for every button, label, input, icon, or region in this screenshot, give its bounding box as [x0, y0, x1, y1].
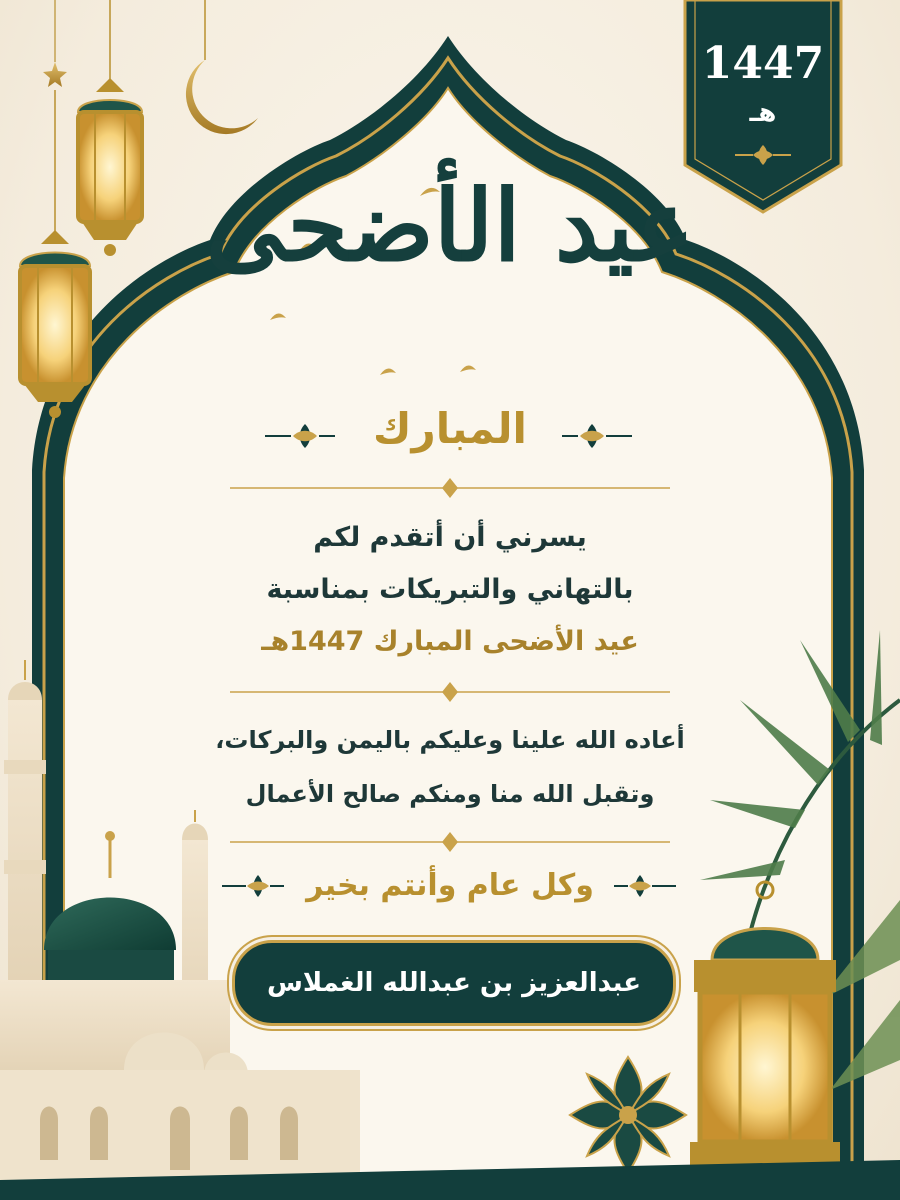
sender-name: عبدالعزيز بن عبدالله الغملاس	[266, 968, 642, 998]
floral-ornament-icon	[570, 1057, 686, 1173]
closing-text: وكل عام وأنتم بخير	[306, 868, 594, 903]
crescent-moon-icon	[186, 0, 258, 134]
greeting-line-highlight: عيد الأضحى المبارك 1447هـ	[261, 626, 639, 657]
sender-banner	[232, 940, 676, 1026]
greeting-line: يسرني أن أتقدم لكم	[313, 522, 587, 553]
year-suffix: هـ	[749, 98, 777, 128]
wish-line: أعاده الله علينا وعليكم باليمن والبركات،	[215, 726, 685, 754]
subtitle: المبارك	[373, 404, 527, 453]
year-number: 1447	[701, 38, 825, 89]
greeting-line: بالتهاني والتبريكات بمناسبة	[266, 574, 634, 605]
page-title: عيد الأضحى	[205, 169, 695, 284]
wish-line: وتقبل الله منا ومنكم صالح الأعمال	[245, 780, 655, 808]
star-icon	[43, 0, 67, 87]
